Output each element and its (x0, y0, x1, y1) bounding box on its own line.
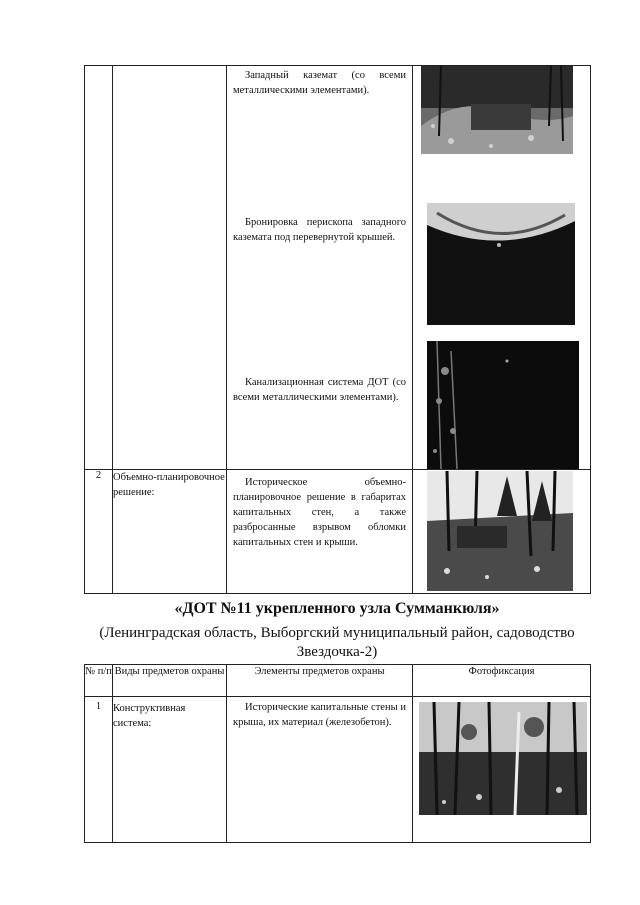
table-header-row (85, 665, 591, 697)
western-casemate-photo (421, 66, 573, 154)
table-row (85, 697, 591, 843)
protection-type: Конструктивная система: (113, 697, 227, 843)
photo-cell (413, 697, 591, 843)
element-layout-solution: Историческое объемно-планировочное решение в габаритах капитальных стен, а также разбросанные взрывом обломки капитальных стен и крыши. (233, 477, 406, 548)
element-sewer-system: Канализационная система ДОТ (со всеми металлическими элементами). (233, 377, 406, 403)
sewer-system-photo (427, 341, 579, 469)
header-number: № п/п (85, 665, 113, 697)
table-row (85, 470, 591, 594)
protection-elements-cell (227, 697, 413, 843)
header-kind: Виды предметов охраны (113, 665, 227, 697)
protection-type: Объемно-планировочное решение: (113, 470, 227, 594)
protection-table-continued (84, 65, 591, 594)
table-row (85, 66, 591, 470)
row-number (85, 66, 113, 470)
layout-ruins-photo (427, 471, 573, 591)
section-subtitle: (Ленинградская область, Выборгский муниципальный район, садоводство Звездочка-2) (99, 625, 575, 660)
photo-cell (413, 66, 591, 470)
section-title: «ДОТ №11 укрепленного узла Сумманкюля» (174, 600, 500, 617)
element-walls-roof: Исторические капитальные стены и крыша, их материал (железобетон). (233, 702, 406, 728)
photo-cell (413, 470, 591, 594)
periscope-armor-photo (427, 203, 575, 325)
element-periscope-armor: Бронировка перископа западного каземата под перевернутой крышей. (233, 217, 406, 243)
protection-table (84, 664, 591, 843)
element-western-casemate: Западный каземат (со всеми металлическими элементами). (233, 70, 406, 96)
protection-type (113, 66, 227, 470)
protection-elements-cell (227, 66, 413, 470)
structural-system-photo (419, 702, 587, 815)
header-elements: Элементы предметов охраны (227, 665, 413, 697)
header-photo: Фотофиксация (413, 665, 591, 697)
protection-elements-cell (227, 470, 413, 594)
row-number: 1 (85, 697, 113, 843)
row-number: 2 (85, 470, 113, 594)
